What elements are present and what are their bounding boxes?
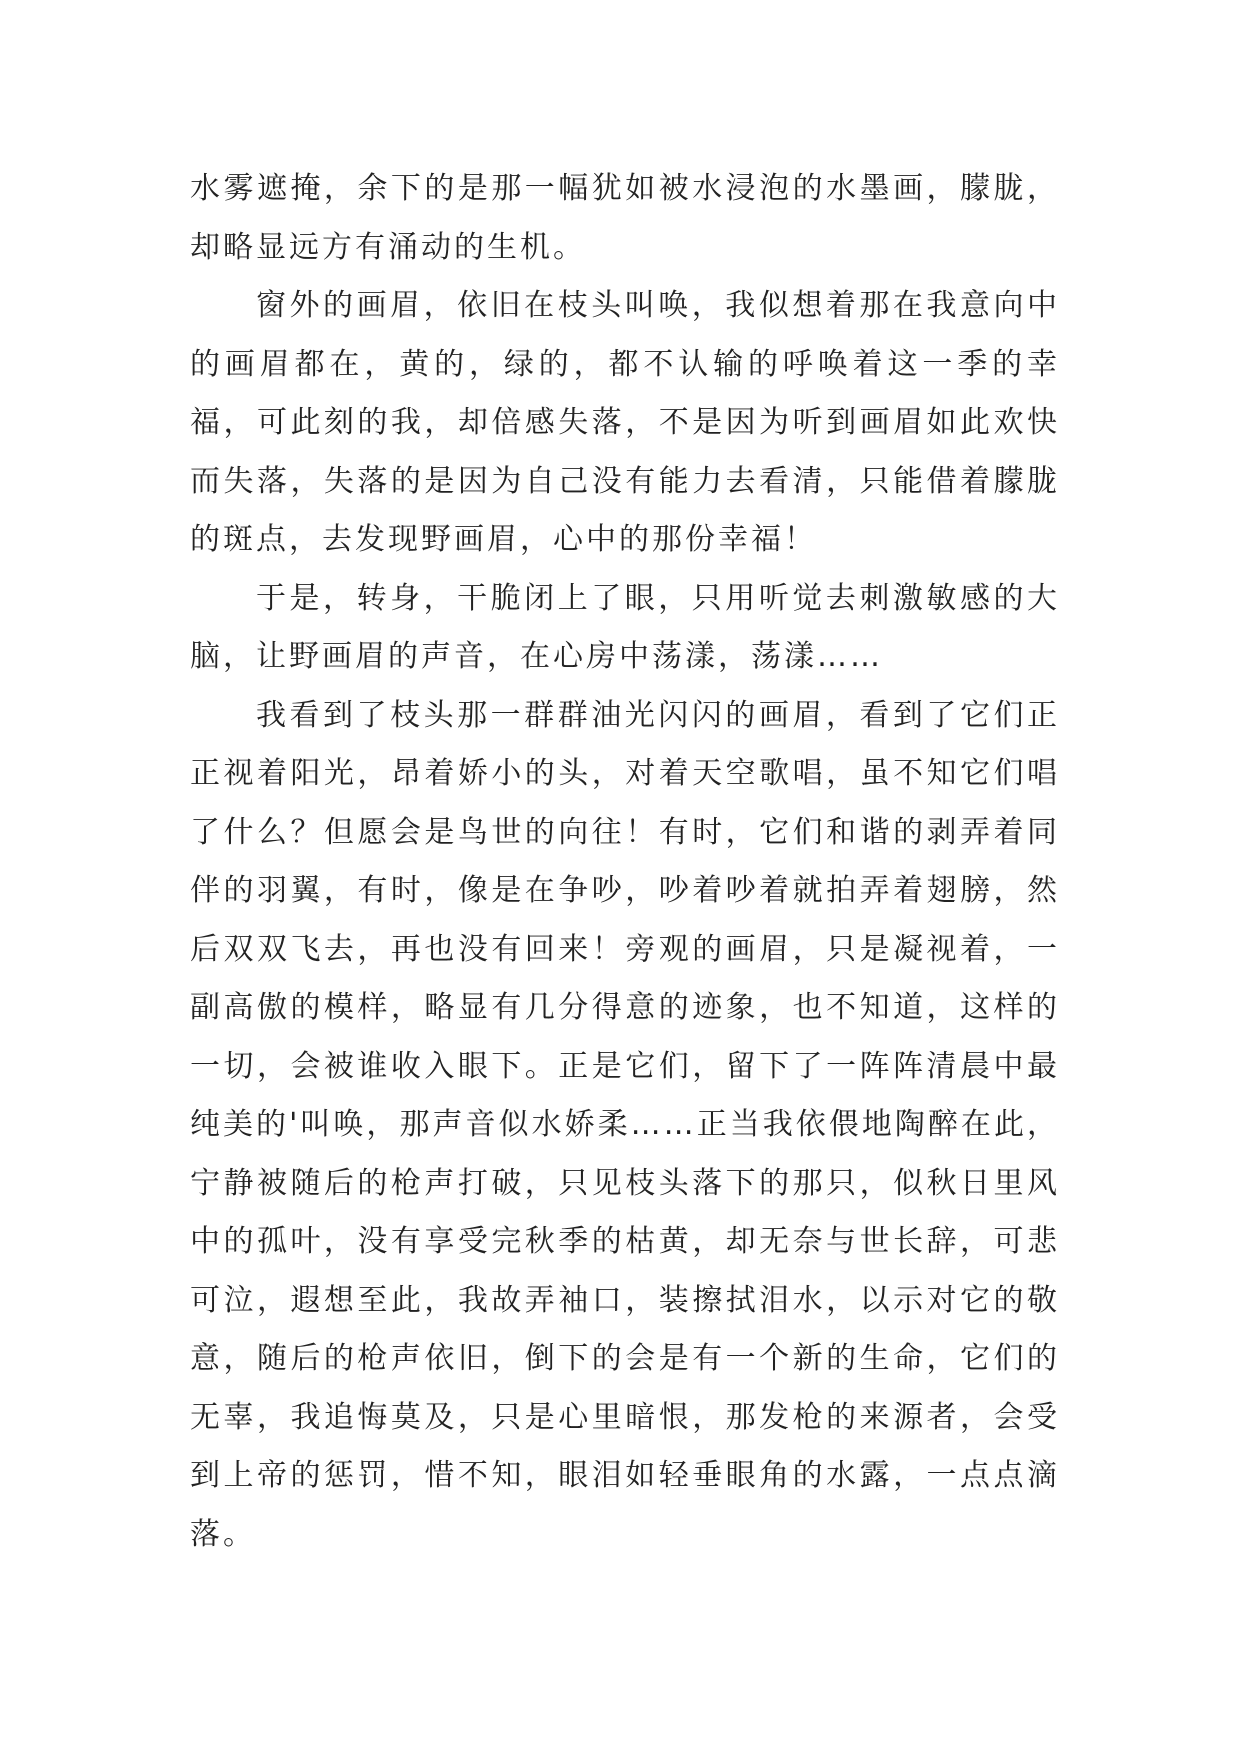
paragraph-2: 窗外的画眉，依旧在枝头叫唤，我似想着那在我意向中的画眉都在，黄的，绿的，都不认输的呼唤着这一季的幸福，可此刻的我，却倍感失落，不是因为听到画眉如此欢快而失落，失落的是因为自己没有能力去看清，只能借着朦胧的斑点，去发现野画眉，心中的那份幸福！ — [190, 288, 1060, 557]
paragraph-1: 水雾遮掩，余下的是那一幅犹如被水浸泡的水墨画，朦胧，却略显远方有涌动的生机。 — [190, 171, 1060, 265]
paragraph-3: 于是，转身，干脆闭上了眼，只用听觉去刺激敏感的大脑，让野画眉的声音，在心房中荡漾，荡漾…… — [190, 580, 1060, 674]
document-body — [190, 160, 1060, 1564]
paragraph-4: 我看到了枝头那一群群油光闪闪的画眉，看到了它们正正视着阳光，昂着娇小的头，对着天空歌唱，虽不知它们唱了什么？但愿会是鸟世的向往！有时，它们和谐的剥弄着同伴的羽翼，有时，像是在争吵，吵着吵着就拍弄着翅膀，然后双双飞去，再也没有回来！旁观的画眉，只是凝视着，一副高傲的模样，略显有几分得意的迹象，也不知道，这样的一切，会被谁收入眼下。正是它们，留下了一阵阵清晨中最纯美的'叫唤，那声音似水娇柔……正当我依偎地陶醉在此，宁静被随后的枪声打破，只见枝头落下的那只，似秋日里风中的孤叶，没有享受完秋季的枯黄，却无奈与世长辞，可悲可泣，遐想至此，我故弄袖口，装擦拭泪水，以示对它的敬意，随后的枪声依旧，倒下的会是有一个新的生命，它们的无辜，我追悔莫及，只是心里暗恨，那发枪的来源者，会受到上帝的惩罚，惜不知，眼泪如轻垂眼角的水露，一点点滴落。 — [190, 697, 1060, 1552]
